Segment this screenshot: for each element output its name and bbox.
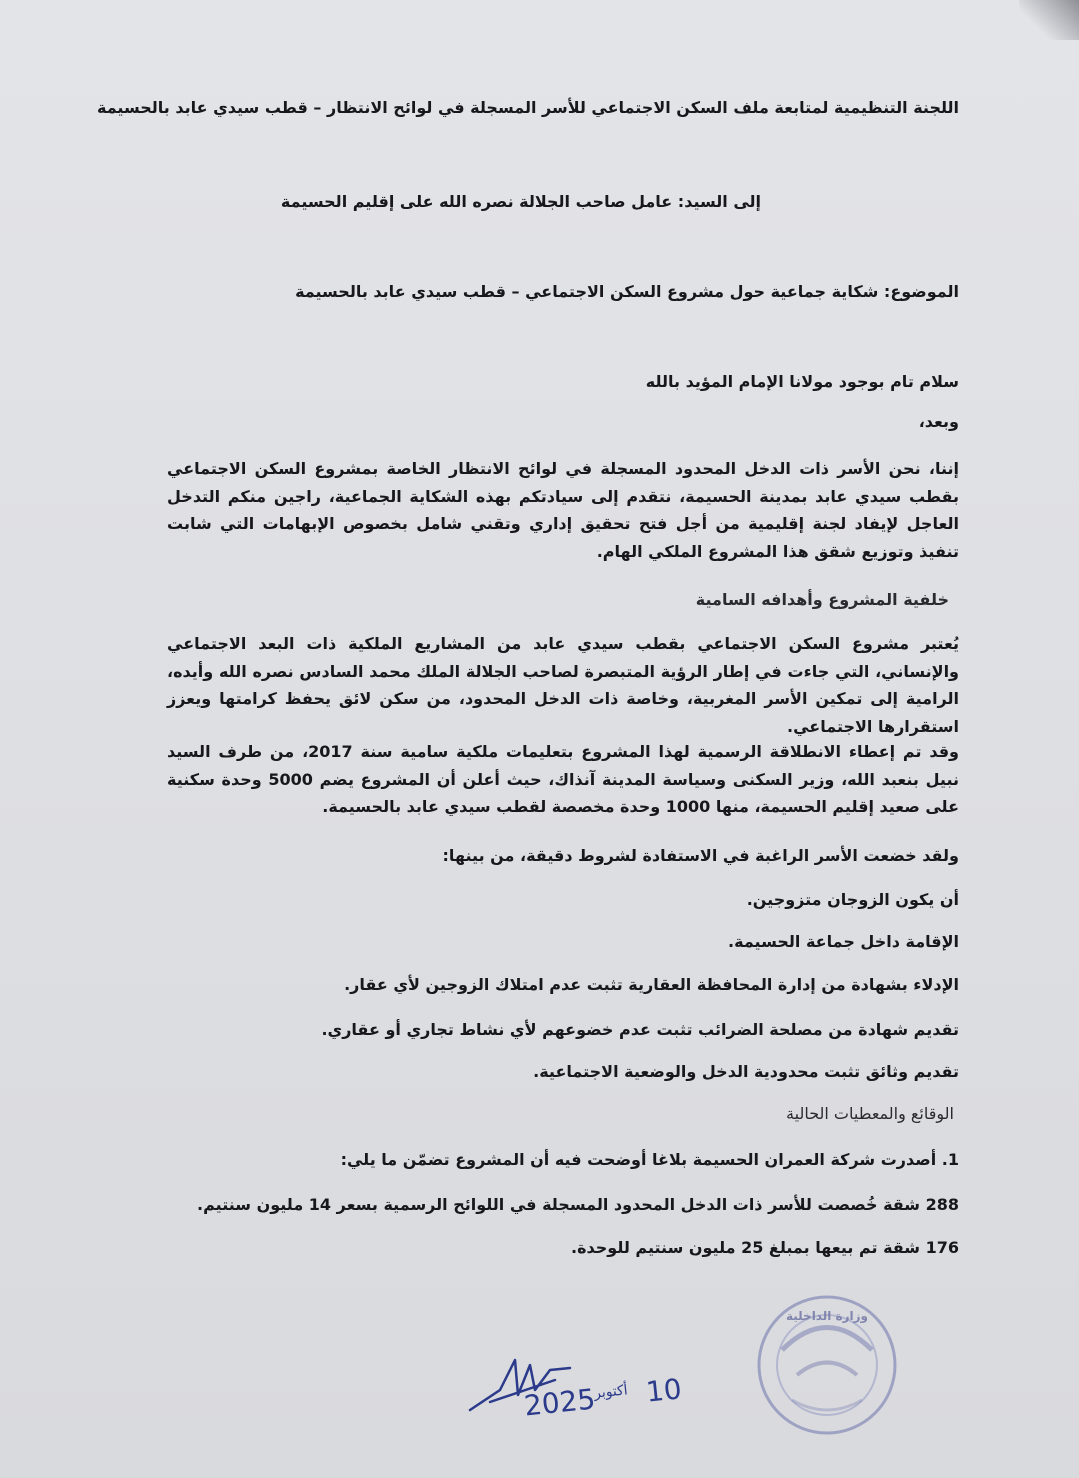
background-paragraph-2: وقد تم إعطاء الانطلاقة الرسمية لهذا المشروع بتعليمات ملكية سامية سنة 2017، من طرف السيد نبيل بنعبد الله، وزير السكنى وسياسة المدينة آنذاك، حيث أعلن أن المشروع يضم 5000 وحدة سكنية على صعيد إقليم الحسيمة، منها 1000 وحدة مخصصة لقطب سيدي عابد بالحسيمة.	[167, 742, 960, 816]
condition-item: أن يكون الزوجان متزوجين.	[746, 890, 959, 909]
date-year: 2025	[522, 1382, 597, 1423]
facts-detail-2: 176 شقة تم بيعها بمبلغ 25 مليون سنتيم للوحدة.	[570, 1238, 959, 1257]
section-background-title: خلفية المشروع وأهدافه السامية	[695, 590, 949, 609]
opening: وبعد،	[918, 412, 959, 431]
official-stamp	[752, 1290, 902, 1440]
date-month: أكتوبر	[593, 1382, 629, 1402]
conditions-intro: ولقد خضعت الأسر الراغبة في الاستفادة لشروط دقيقة، من بينها:	[442, 846, 959, 865]
page-corner-shadow	[1019, 0, 1079, 40]
facts-detail-1: 288 شقة خُصصت للأسر ذات الدخل المحدود المسجلة في اللوائح الرسمية بسعر 14 مليون سنتيم.	[197, 1195, 959, 1214]
salutation: سلام تام بوجود مولانا الإمام المؤيد بالله	[645, 372, 959, 391]
date-stamp	[520, 1372, 690, 1422]
intro-paragraph: إننا، نحن الأسر ذات الدخل المحدود المسجلة في لوائح الانتظار الخاصة بمشروع السكن الاجتماعي بقطب سيدي عابد بمدينة الحسيمة، نتقدم إلى سيادتكم بهذه الشكاية الجماعية، راجين منكم التدخل العاجل لإيفاد لجنة إقليمية من أجل فتح تحقيق إداري وتقني شامل بخصوص الإبهامات التي شابت تنفيذ وتوزيع شقق هذا المشروع الملكي الهام.	[167, 459, 959, 561]
committee-header: اللجنة التنظيمية لمتابعة ملف السكن الاجتماعي للأسر المسجلة في لوائح الانتظار – قطب سيدي عابد بالحسيمة	[96, 98, 959, 117]
date-day: 10	[644, 1372, 684, 1409]
subject-line: الموضوع: شكاية جماعية حول مشروع السكن الاجتماعي – قطب سيدي عابد بالحسيمة	[295, 282, 959, 301]
condition-item: تقديم شهادة من مصلحة الضرائب تثبت عدم خضوعهم لأي نشاط تجاري أو عقاري.	[321, 1020, 959, 1039]
section-facts-title: الوقائع والمعطيات الحالية	[786, 1104, 954, 1123]
condition-item: تقديم وثائق تثبت محدودية الدخل والوضعية الاجتماعية.	[533, 1062, 959, 1081]
condition-item: الإقامة داخل جماعة الحسيمة.	[728, 932, 959, 951]
condition-item: الإدلاء بشهادة من إدارة المحافظة العقارية تثبت عدم امتلاك الزوجين لأي عقار.	[344, 975, 959, 994]
facts-item-1: 1. أصدرت شركة العمران الحسيمة بلاغا أوضحت فيه أن المشروع تضمّن ما يلي:	[340, 1150, 959, 1169]
background-paragraph-1: يُعتبر مشروع السكن الاجتماعي بقطب سيدي عابد من المشاريع الملكية ذات البعد الاجتماعي والإنساني، التي جاءت في إطار الرؤية المتبصرة لصاحب الجلالة الملك محمد السادس نصره الله وأيده، الرامية إلى تمكين الأسر المغربية، وخاصة ذات الدخل المحدود، من سكن لائق يحفظ كرامتها ويعزز استقرارها الاجتماعي.	[167, 634, 959, 736]
addressee-line: إلى السيد: عامل صاحب الجلالة نصره الله على إقليم الحسيمة	[280, 192, 761, 211]
stamp-text: وزارة الداخلية	[785, 1309, 869, 1323]
